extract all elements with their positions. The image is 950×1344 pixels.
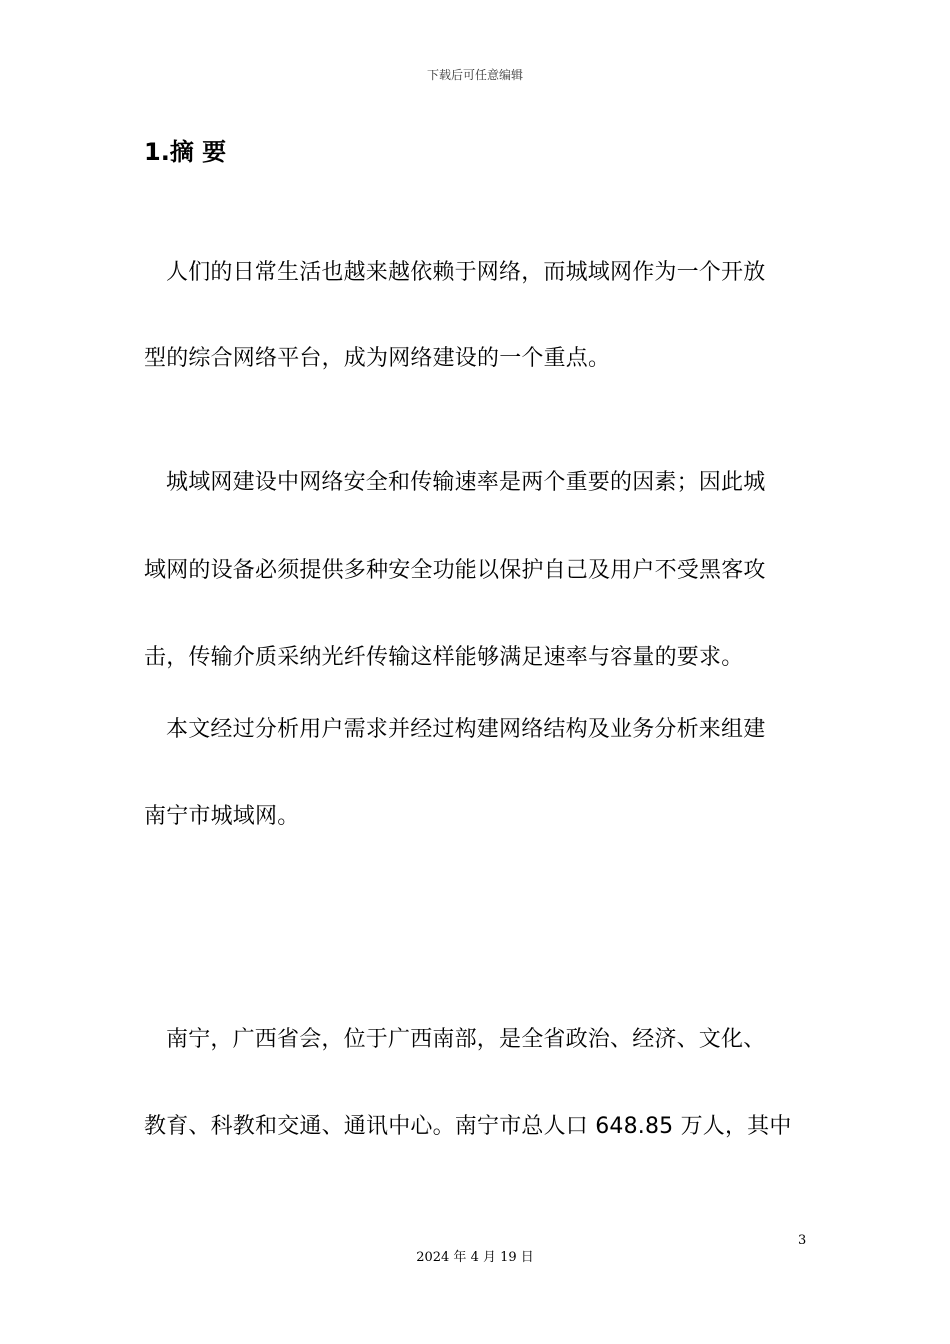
paragraph-line: 人们的日常生活也越来越依赖于网络，而城域网作为一个开放 <box>166 260 766 285</box>
footer-date: 2024 年 4 月 19 日 <box>416 1250 534 1265</box>
paragraph-line: 域网的设备必须提供多种安全功能以保护自己及用户不受黑客攻 <box>144 558 766 583</box>
paragraph-line: 城域网建设中网络安全和传输速率是两个重要的因素；因此城 <box>166 470 766 495</box>
page-number: 3 <box>798 1233 807 1248</box>
section-heading: 1.摘 要 <box>144 138 227 166</box>
header-note: 下载后可任意编辑 <box>426 68 523 82</box>
paragraph-line: 击，传输介质采纳光纤传输这样能够满足速率与容量的要求。 <box>144 645 744 670</box>
paragraph-line: 本文经过分析用户需求并经过构建网络结构及业务分析来组建 <box>166 717 766 742</box>
paragraph-line: 南宁市城域网。 <box>144 804 300 829</box>
paragraph-line: 南宁，广西省会，位于广西南部，是全省政治、经济、文化、 <box>166 1027 766 1052</box>
paragraph-line: 型的综合网络平台，成为网络建设的一个重点。 <box>144 346 611 371</box>
paragraph-line: 教育、科教和交通、通讯中心。南宁市总人口 648.85 万人，其中 <box>144 1114 792 1139</box>
